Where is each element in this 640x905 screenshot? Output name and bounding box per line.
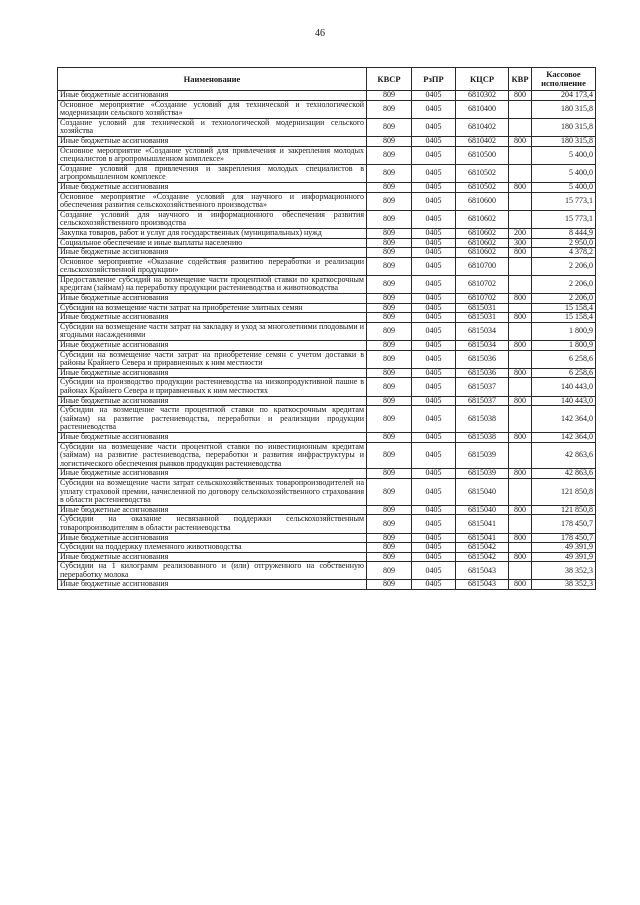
- row-amount-cell: 8 444,9: [532, 228, 596, 238]
- row-kcsr-cell: 6815042: [456, 543, 509, 553]
- row-rzpr-cell: 0405: [412, 322, 456, 340]
- row-name-cell: Иные бюджетные ассигнования: [58, 432, 367, 442]
- row-kvsr-cell: 809: [367, 238, 412, 248]
- table-row: [58, 313, 596, 323]
- table-row: [58, 146, 596, 164]
- row-kcsr-cell: 6815037: [456, 396, 509, 406]
- row-rzpr-cell: 0405: [412, 238, 456, 248]
- row-kcsr-cell: 6810402: [456, 136, 509, 146]
- row-kvr-cell: [509, 257, 532, 275]
- row-kvsr-cell: 809: [367, 396, 412, 406]
- table-row: [58, 228, 596, 238]
- row-kcsr-cell: 6815036: [456, 368, 509, 378]
- row-name-cell: Социальное обеспечение и иные выплаты населению: [58, 238, 367, 248]
- row-kvr-cell: 800: [509, 552, 532, 562]
- row-kvsr-cell: 809: [367, 294, 412, 304]
- row-rzpr-cell: 0405: [412, 552, 456, 562]
- row-amount-cell: 6 258,6: [532, 350, 596, 368]
- row-kcsr-cell: 6815040: [456, 478, 509, 505]
- table-body: [58, 91, 596, 590]
- table-row: [58, 248, 596, 258]
- row-kvsr-cell: 809: [367, 552, 412, 562]
- row-amount-cell: 38 352,3: [532, 580, 596, 590]
- row-name-cell: Предоставление субсидий на возмещение части процентной ставки по краткосрочным кредитам (займам) на переработку продукции растениеводства и животноводства: [58, 275, 367, 293]
- row-amount-cell: 15 158,4: [532, 313, 596, 323]
- row-kvr-cell: 800: [509, 469, 532, 479]
- row-name-cell: Субсидии на возмещение части затрат на приобретение семян с учетом доставки в районы Крайнего Севера и приравненных к ним местности: [58, 350, 367, 368]
- row-kcsr-cell: 6810702: [456, 294, 509, 304]
- table-row: [58, 442, 596, 469]
- row-kcsr-cell: 6810702: [456, 275, 509, 293]
- row-kvr-cell: 800: [509, 368, 532, 378]
- row-kcsr-cell: 6815041: [456, 515, 509, 533]
- row-kvr-cell: [509, 303, 532, 313]
- row-kcsr-cell: 6815042: [456, 552, 509, 562]
- row-amount-cell: 1 800,9: [532, 322, 596, 340]
- row-kvsr-cell: 809: [367, 478, 412, 505]
- row-name-cell: Основное мероприятие «Создание условий для технической и технологической модернизации сельского хозяйства»: [58, 100, 367, 118]
- row-rzpr-cell: 0405: [412, 136, 456, 146]
- row-kvsr-cell: 809: [367, 164, 412, 182]
- row-name-cell: Иные бюджетные ассигнования: [58, 248, 367, 258]
- row-kvr-cell: 300: [509, 238, 532, 248]
- row-name-cell: Субсидии на возмещение части затрат на закладку и уход за многолетними плодовыми и ягодными насаждениями: [58, 322, 367, 340]
- table-row: [58, 100, 596, 118]
- row-amount-cell: 1 800,9: [532, 341, 596, 351]
- row-rzpr-cell: 0405: [412, 478, 456, 505]
- row-kcsr-cell: 6815041: [456, 533, 509, 543]
- row-name-cell: Субсидии на возмещение части процентной ставки по краткосрочным кредитам (займам) на развитие растениеводства, переработки и реализации продукции растениеводства: [58, 406, 367, 433]
- header-rzpr: РзПР: [412, 68, 456, 91]
- row-name-cell: Иные бюджетные ассигнования: [58, 136, 367, 146]
- row-amount-cell: 15 773,1: [532, 210, 596, 228]
- row-amount-cell: 142 364,0: [532, 432, 596, 442]
- row-kvsr-cell: 809: [367, 275, 412, 293]
- table-row: [58, 341, 596, 351]
- row-amount-cell: 5 400,0: [532, 146, 596, 164]
- row-kvsr-cell: 809: [367, 442, 412, 469]
- row-rzpr-cell: 0405: [412, 341, 456, 351]
- row-amount-cell: 42 863,6: [532, 442, 596, 469]
- row-name-cell: Иные бюджетные ассигнования: [58, 294, 367, 304]
- row-rzpr-cell: 0405: [412, 442, 456, 469]
- row-name-cell: Иные бюджетные ассигнования: [58, 552, 367, 562]
- row-name-cell: Субсидии на 1 килограмм реализованного и (или) отгруженного на собственную переработку молока: [58, 562, 367, 580]
- row-kvsr-cell: 809: [367, 341, 412, 351]
- row-kcsr-cell: 6815037: [456, 378, 509, 396]
- row-kvr-cell: 800: [509, 396, 532, 406]
- row-rzpr-cell: 0405: [412, 505, 456, 515]
- row-rzpr-cell: 0405: [412, 228, 456, 238]
- row-amount-cell: 5 400,0: [532, 164, 596, 182]
- row-kvsr-cell: 809: [367, 210, 412, 228]
- row-kvr-cell: 800: [509, 533, 532, 543]
- row-kcsr-cell: 6810700: [456, 257, 509, 275]
- row-kcsr-cell: 6815039: [456, 442, 509, 469]
- page-number: 46: [315, 28, 325, 39]
- header-name: Наименование: [58, 68, 367, 91]
- row-kvsr-cell: 809: [367, 313, 412, 323]
- row-kcsr-cell: 6810302: [456, 91, 509, 101]
- table-row: [58, 192, 596, 210]
- header-kcsr: КЦСР: [456, 68, 509, 91]
- row-kvr-cell: [509, 146, 532, 164]
- row-kvsr-cell: 809: [367, 182, 412, 192]
- row-rzpr-cell: 0405: [412, 469, 456, 479]
- row-kvsr-cell: 809: [367, 515, 412, 533]
- table-row: [58, 257, 596, 275]
- row-kvsr-cell: 809: [367, 469, 412, 479]
- row-kvr-cell: 800: [509, 505, 532, 515]
- table-row: [58, 182, 596, 192]
- row-kvsr-cell: 809: [367, 543, 412, 553]
- row-kvr-cell: 800: [509, 341, 532, 351]
- row-kvr-cell: 800: [509, 248, 532, 258]
- row-kcsr-cell: 6810500: [456, 146, 509, 164]
- row-kvsr-cell: 809: [367, 432, 412, 442]
- row-amount-cell: 204 173,4: [532, 91, 596, 101]
- row-kcsr-cell: 6810502: [456, 182, 509, 192]
- row-amount-cell: 15 158,4: [532, 303, 596, 313]
- row-kcsr-cell: 6815039: [456, 469, 509, 479]
- row-name-cell: Субсидии на поддержку племенного животноводства: [58, 543, 367, 553]
- row-amount-cell: 140 443,0: [532, 396, 596, 406]
- row-kvr-cell: 800: [509, 313, 532, 323]
- row-kvsr-cell: 809: [367, 562, 412, 580]
- row-amount-cell: 142 364,0: [532, 406, 596, 433]
- row-kvr-cell: [509, 478, 532, 505]
- row-name-cell: Основное мероприятие «Оказание содействия развитию переработки и реализации сельскохозяйственной продукции»: [58, 257, 367, 275]
- row-name-cell: Иные бюджетные ассигнования: [58, 368, 367, 378]
- table-row: [58, 368, 596, 378]
- row-amount-cell: 5 400,0: [532, 182, 596, 192]
- table-row: [58, 164, 596, 182]
- table-row: [58, 275, 596, 293]
- row-name-cell: Создание условий для научного и информационного обеспечения развития сельскохозяйственного производства: [58, 210, 367, 228]
- row-kvsr-cell: 809: [367, 505, 412, 515]
- row-kvr-cell: [509, 562, 532, 580]
- row-kvsr-cell: 809: [367, 368, 412, 378]
- header-kvr: КВР: [509, 68, 532, 91]
- row-amount-cell: 4 378,2: [532, 248, 596, 258]
- row-kcsr-cell: 6815040: [456, 505, 509, 515]
- row-kvr-cell: 800: [509, 91, 532, 101]
- row-amount-cell: 178 450,7: [532, 515, 596, 533]
- row-kcsr-cell: 6815034: [456, 341, 509, 351]
- row-rzpr-cell: 0405: [412, 378, 456, 396]
- row-rzpr-cell: 0405: [412, 248, 456, 258]
- header-kvsr: КВСР: [367, 68, 412, 91]
- row-rzpr-cell: 0405: [412, 562, 456, 580]
- row-kvr-cell: [509, 210, 532, 228]
- row-kvsr-cell: 809: [367, 533, 412, 543]
- row-name-cell: Иные бюджетные ассигнования: [58, 341, 367, 351]
- row-name-cell: Субсидии на оказание несвязанной поддержки сельскохозяйственным товаропроизводителям в области растениеводства: [58, 515, 367, 533]
- row-kvsr-cell: 809: [367, 257, 412, 275]
- row-name-cell: Создание условий для технической и технологической модернизации сельского хозяйства: [58, 118, 367, 136]
- table-row: [58, 543, 596, 553]
- row-name-cell: Субсидии на производство продукции растениеводства на низкопродуктивной пашне в районах Крайнего Севера и приравненных к ним местностях: [58, 378, 367, 396]
- row-name-cell: Иные бюджетные ассигнования: [58, 91, 367, 101]
- row-rzpr-cell: 0405: [412, 210, 456, 228]
- row-kvr-cell: 800: [509, 294, 532, 304]
- row-name-cell: Иные бюджетные ассигнования: [58, 396, 367, 406]
- row-name-cell: Основное мероприятие «Создание условий для научного и информационного обеспечения развития сельскохозяйственного производства»: [58, 192, 367, 210]
- table-row: [58, 432, 596, 442]
- row-kvr-cell: 800: [509, 136, 532, 146]
- row-amount-cell: 42 863,6: [532, 469, 596, 479]
- row-kvsr-cell: 809: [367, 146, 412, 164]
- row-kvr-cell: [509, 192, 532, 210]
- row-amount-cell: 180 315,8: [532, 118, 596, 136]
- table-row: [58, 515, 596, 533]
- table-row: [58, 406, 596, 433]
- row-kcsr-cell: 6815038: [456, 406, 509, 433]
- row-kvr-cell: 800: [509, 432, 532, 442]
- table-row: [58, 322, 596, 340]
- row-rzpr-cell: 0405: [412, 275, 456, 293]
- row-rzpr-cell: 0405: [412, 432, 456, 442]
- row-amount-cell: 121 850,8: [532, 505, 596, 515]
- row-kcsr-cell: 6815043: [456, 580, 509, 590]
- row-amount-cell: 180 315,8: [532, 136, 596, 146]
- row-amount-cell: 2 950,0: [532, 238, 596, 248]
- row-amount-cell: 2 206,0: [532, 257, 596, 275]
- table-row: [58, 478, 596, 505]
- row-kcsr-cell: 6810602: [456, 248, 509, 258]
- row-rzpr-cell: 0405: [412, 313, 456, 323]
- row-kcsr-cell: 6815036: [456, 350, 509, 368]
- row-rzpr-cell: 0405: [412, 396, 456, 406]
- table-row: [58, 562, 596, 580]
- table-row: [58, 580, 596, 590]
- table-row: [58, 91, 596, 101]
- row-amount-cell: 6 258,6: [532, 368, 596, 378]
- row-amount-cell: 38 352,3: [532, 562, 596, 580]
- row-rzpr-cell: 0405: [412, 91, 456, 101]
- row-name-cell: Субсидии на возмещение части затрат на приобретение элитных семян: [58, 303, 367, 313]
- table-row: [58, 210, 596, 228]
- row-kvr-cell: 800: [509, 580, 532, 590]
- table-row: [58, 505, 596, 515]
- row-kvr-cell: [509, 322, 532, 340]
- row-kcsr-cell: 6810402: [456, 118, 509, 136]
- table-row: [58, 350, 596, 368]
- row-name-cell: Иные бюджетные ассигнования: [58, 533, 367, 543]
- table-row: [58, 552, 596, 562]
- row-rzpr-cell: 0405: [412, 515, 456, 533]
- row-kvr-cell: 200: [509, 228, 532, 238]
- row-rzpr-cell: 0405: [412, 118, 456, 136]
- row-amount-cell: 121 850,8: [532, 478, 596, 505]
- row-name-cell: Основное мероприятие «Создание условий для привлечения и закрепления молодых специалистов в агропромышленном комплексе»: [58, 146, 367, 164]
- row-rzpr-cell: 0405: [412, 580, 456, 590]
- row-kvsr-cell: 809: [367, 91, 412, 101]
- row-kcsr-cell: 6815043: [456, 562, 509, 580]
- table-header-row: [58, 68, 596, 91]
- table-row: [58, 303, 596, 313]
- row-kvr-cell: [509, 350, 532, 368]
- row-kvr-cell: [509, 164, 532, 182]
- row-kcsr-cell: 6810602: [456, 238, 509, 248]
- row-amount-cell: 49 391,9: [532, 543, 596, 553]
- row-rzpr-cell: 0405: [412, 100, 456, 118]
- table-row: [58, 118, 596, 136]
- row-name-cell: Создание условий для привлечения и закрепления молодых специалистов в агропромышленном комплексе: [58, 164, 367, 182]
- row-kvr-cell: [509, 118, 532, 136]
- row-amount-cell: 2 206,0: [532, 275, 596, 293]
- row-amount-cell: 2 206,0: [532, 294, 596, 304]
- row-kcsr-cell: 6815034: [456, 322, 509, 340]
- row-rzpr-cell: 0405: [412, 533, 456, 543]
- row-kvr-cell: [509, 378, 532, 396]
- row-name-cell: Иные бюджетные ассигнования: [58, 469, 367, 479]
- row-amount-cell: 15 773,1: [532, 192, 596, 210]
- row-rzpr-cell: 0405: [412, 294, 456, 304]
- row-kvr-cell: [509, 100, 532, 118]
- row-amount-cell: 140 443,0: [532, 378, 596, 396]
- budget-execution-table: [57, 67, 596, 590]
- row-rzpr-cell: 0405: [412, 192, 456, 210]
- row-kvsr-cell: 809: [367, 136, 412, 146]
- row-kcsr-cell: 6815038: [456, 432, 509, 442]
- row-rzpr-cell: 0405: [412, 164, 456, 182]
- row-kcsr-cell: 6810602: [456, 228, 509, 238]
- row-name-cell: Субсидии на возмещение части процентной ставки по инвестиционным кредитам (займам) на развитие растениеводства, переработки и развития инфраструктуры и логистического обеспечения рынков продукции растениеводства: [58, 442, 367, 469]
- row-rzpr-cell: 0405: [412, 406, 456, 433]
- row-rzpr-cell: 0405: [412, 303, 456, 313]
- row-name-cell: Закупка товаров, работ и услуг для государственных (муниципальных) нужд: [58, 228, 367, 238]
- row-name-cell: Субсидии на возмещение части затрат сельскохозяйственных товаропроизводителей на уплату страховой премии, начисленной по договору сельскохозяйственного страхования в области растениеводства: [58, 478, 367, 505]
- table-row: [58, 396, 596, 406]
- row-kvsr-cell: 809: [367, 118, 412, 136]
- row-kvsr-cell: 809: [367, 378, 412, 396]
- table-row: [58, 294, 596, 304]
- row-name-cell: Иные бюджетные ассигнования: [58, 182, 367, 192]
- row-amount-cell: 178 450,7: [532, 533, 596, 543]
- row-kvsr-cell: 809: [367, 580, 412, 590]
- row-kcsr-cell: 6815031: [456, 303, 509, 313]
- row-rzpr-cell: 0405: [412, 350, 456, 368]
- row-kvr-cell: [509, 543, 532, 553]
- row-kcsr-cell: 6810600: [456, 192, 509, 210]
- table-row: [58, 378, 596, 396]
- row-rzpr-cell: 0405: [412, 543, 456, 553]
- row-kvr-cell: [509, 515, 532, 533]
- header-amount: Кассовое исполнение: [532, 68, 596, 91]
- row-kcsr-cell: 6815031: [456, 313, 509, 323]
- row-kvr-cell: [509, 406, 532, 433]
- row-kvsr-cell: 809: [367, 248, 412, 258]
- table-row: [58, 136, 596, 146]
- row-rzpr-cell: 0405: [412, 368, 456, 378]
- row-kvsr-cell: 809: [367, 350, 412, 368]
- table-row: [58, 533, 596, 543]
- row-kvsr-cell: 809: [367, 406, 412, 433]
- row-kvr-cell: [509, 275, 532, 293]
- row-kvr-cell: 800: [509, 182, 532, 192]
- row-amount-cell: 49 391,9: [532, 552, 596, 562]
- row-kcsr-cell: 6810502: [456, 164, 509, 182]
- row-kvsr-cell: 809: [367, 322, 412, 340]
- row-name-cell: Иные бюджетные ассигнования: [58, 580, 367, 590]
- row-kcsr-cell: 6810400: [456, 100, 509, 118]
- table-row: [58, 469, 596, 479]
- row-kvsr-cell: 809: [367, 303, 412, 313]
- row-rzpr-cell: 0405: [412, 257, 456, 275]
- row-amount-cell: 180 315,8: [532, 100, 596, 118]
- row-kvr-cell: [509, 442, 532, 469]
- row-kvsr-cell: 809: [367, 192, 412, 210]
- row-rzpr-cell: 0405: [412, 146, 456, 164]
- table-row: [58, 238, 596, 248]
- row-kvsr-cell: 809: [367, 100, 412, 118]
- row-rzpr-cell: 0405: [412, 182, 456, 192]
- row-name-cell: Иные бюджетные ассигнования: [58, 313, 367, 323]
- row-kcsr-cell: 6810602: [456, 210, 509, 228]
- row-kvsr-cell: 809: [367, 228, 412, 238]
- row-name-cell: Иные бюджетные ассигнования: [58, 505, 367, 515]
